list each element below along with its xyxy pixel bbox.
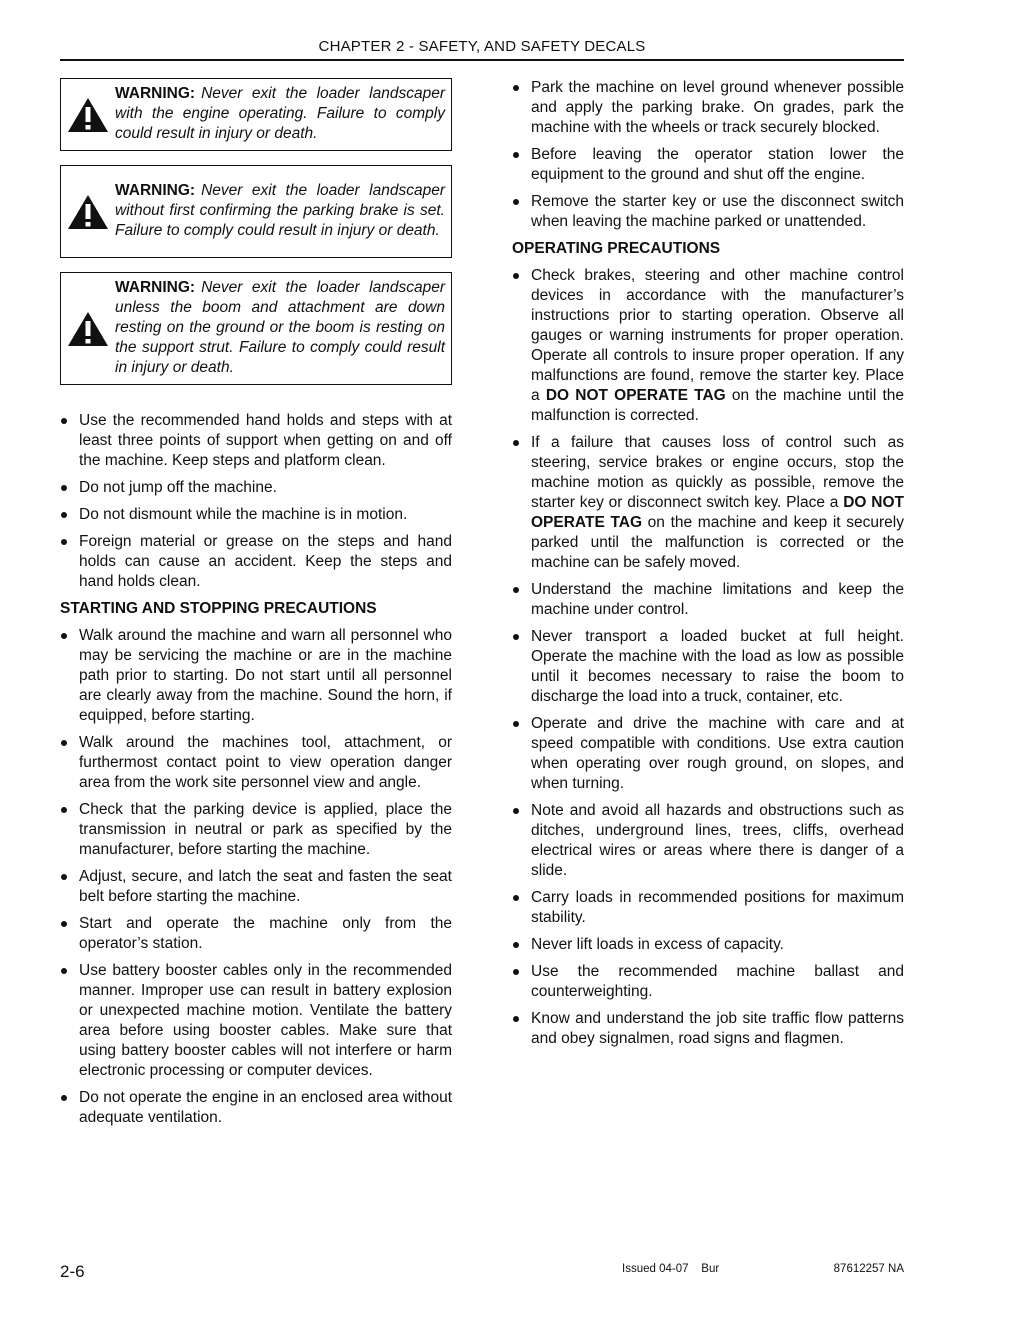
bullet-icon [61, 512, 67, 518]
list-item: Walk around the machines tool, attachment, or furthermost contact point to view operation danger area from the work site personnel view and angle. [60, 733, 452, 793]
bullet-icon [513, 273, 519, 279]
warning-text [115, 274, 451, 384]
warning-body: Never exit the loader landscaper unless the boom and attachment are down resting on the ground or the boom is resting on the support strut. Failure to comply could result in injury or death. [115, 278, 445, 376]
bullet-icon [513, 587, 519, 593]
warning-box [60, 165, 452, 258]
warning-body: Never exit the loader landscaper with the engine operating. Failure to comply could result in injury or death. [115, 84, 445, 142]
list-item: Carry loads in recommended positions for maximum stability. [512, 888, 904, 928]
bullet-icon [513, 808, 519, 814]
list-item: Know and understand the job site traffic flow patterns and obey signalmen, road signs and flagmen. [512, 1009, 904, 1049]
list-item: Walk around the machine and warn all personnel who may be servicing the machine or are in the machine path prior to starting. Do not start until all personnel are clearly away from the machine. Sound the horn, if equipped, before starting. [60, 626, 452, 726]
page-number: 2-6 [60, 1262, 85, 1281]
bullet-icon [61, 485, 67, 491]
section-heading-starting: STARTING AND STOPPING PRECAUTIONS [60, 600, 377, 617]
warning-triangle-icon [61, 311, 115, 347]
bullet-icon [513, 440, 519, 446]
bullet-icon [61, 740, 67, 746]
warning-triangle-icon [61, 194, 115, 230]
starting-precautions-list [60, 626, 452, 1128]
bullet-icon [513, 721, 519, 727]
list-item: Check brakes, steering and other machine control devices in accordance with the manufacturer’s instructions prior to starting operation. Observe all gauges or warning instruments for proper operation. Operate all controls to insure proper operation. If any malfunctions are found, remove the starter key. Place a DO NOT OPERATE TAG on the machine until the malfunction is corrected. [512, 266, 904, 426]
list-item: Note and avoid all hazards and obstructions such as ditches, underground lines, trees, cliffs, overhead electrical wires or areas where there is danger of a slide. [512, 801, 904, 881]
warning-text [115, 177, 451, 247]
bullet-icon [513, 1016, 519, 1022]
general-safety-list [60, 411, 452, 592]
tag-emphasis: DO NOT OPERATE TAG [545, 387, 726, 404]
issue-date: Issued 04-07 Bur [622, 1263, 720, 1275]
list-item: Understand the machine limitations and keep the machine under control. [512, 580, 904, 620]
bullet-icon [61, 539, 67, 545]
bullet-icon [61, 921, 67, 927]
warning-label: WARNING: [115, 181, 196, 199]
parking-precautions-list [512, 78, 904, 232]
warning-text [115, 80, 451, 150]
list-item: Check that the parking device is applied, place the transmission in neutral or park as specified by the manufacturer, before starting the machine. [60, 800, 452, 860]
list-item: Start and operate the machine only from the operator’s station. [60, 914, 452, 954]
warning-triangle-icon [61, 97, 115, 133]
bullet-icon [513, 152, 519, 158]
list-item: Adjust, secure, and latch the seat and fasten the seat belt before starting the machine. [60, 867, 452, 907]
list-item: Park the machine on level ground whenever possible and apply the parking brake. On grades, park the machine with the wheels or track securely blocked. [512, 78, 904, 138]
section-heading-operating: OPERATING PRECAUTIONS [512, 240, 721, 257]
left-column [60, 78, 452, 1135]
bullet-icon [513, 199, 519, 205]
warning-label: WARNING: [115, 84, 196, 102]
bullet-icon [61, 633, 67, 639]
bullet-icon [61, 1095, 67, 1101]
list-item: Before leaving the operator station lower the equipment to the ground and shut off the engine. [512, 145, 904, 185]
list-item: Use the recommended hand holds and steps with at least three points of support when getting on and off the machine. Keep steps and platform clean. [60, 411, 452, 471]
list-item: Use the recommended machine ballast and counterweighting. [512, 962, 904, 1002]
list-item: If a failure that causes loss of control such as steering, service brakes or engine occurs, stop the machine motion as quickly as possible, remove the starter key or disconnect switch key. Place a DO NOT OPERATE TAG on the machine and keep it securely parked until the malfunction is corrected or the machine can be safely moved. [512, 433, 904, 573]
warning-body: Never exit the loader landscaper without first confirming the parking brake is set. Failure to comply could result in injury or death. [115, 181, 445, 239]
warning-box [60, 78, 452, 151]
bullet-icon [513, 942, 519, 948]
list-item: Never lift loads in excess of capacity. [512, 935, 904, 955]
bullet-icon [61, 807, 67, 813]
bullet-icon [61, 418, 67, 424]
list-item: Do not jump off the machine. [60, 478, 452, 498]
bullet-icon [513, 895, 519, 901]
list-item: Remove the starter key or use the disconnect switch when leaving the machine parked or unattended. [512, 192, 904, 232]
bullet-icon [61, 874, 67, 880]
page-header: CHAPTER 2 - SAFETY, AND SAFETY DECALS [318, 38, 646, 55]
bullet-icon [61, 968, 67, 974]
bullet-icon [513, 969, 519, 975]
list-item: Do not operate the engine in an enclosed area without adequate ventilation. [60, 1088, 452, 1128]
warning-box [60, 272, 452, 385]
document-number: 87612257 NA [833, 1263, 904, 1275]
bullet-icon [513, 634, 519, 640]
right-column [512, 78, 904, 1056]
list-item: Operate and drive the machine with care and at speed compatible with conditions. Use extra caution when operating over rough ground, on slopes, and when turning. [512, 714, 904, 794]
list-item: Never transport a loaded bucket at full height. Operate the machine with the load as low as possible until it becomes necessary to raise the boom to discharge the load into a truck, container, etc. [512, 627, 904, 707]
operating-precautions-list [512, 266, 904, 1049]
tag-emphasis: DO NOT OPERATE TAG [531, 494, 904, 531]
warning-label: WARNING: [115, 278, 196, 296]
list-item: Do not dismount while the machine is in motion. [60, 505, 452, 525]
bullet-icon [513, 85, 519, 91]
header-rule [60, 59, 904, 61]
list-item: Foreign material or grease on the steps and hand holds can cause an accident. Keep the steps and hand holds clean. [60, 532, 452, 592]
list-item: Use battery booster cables only in the recommended manner. Improper use can result in battery explosion or unexpected machine motion. Ventilate the battery area before using booster cables. Make sure that using battery booster cables will not interfere or harm electronic processing or computer devices. [60, 961, 452, 1081]
